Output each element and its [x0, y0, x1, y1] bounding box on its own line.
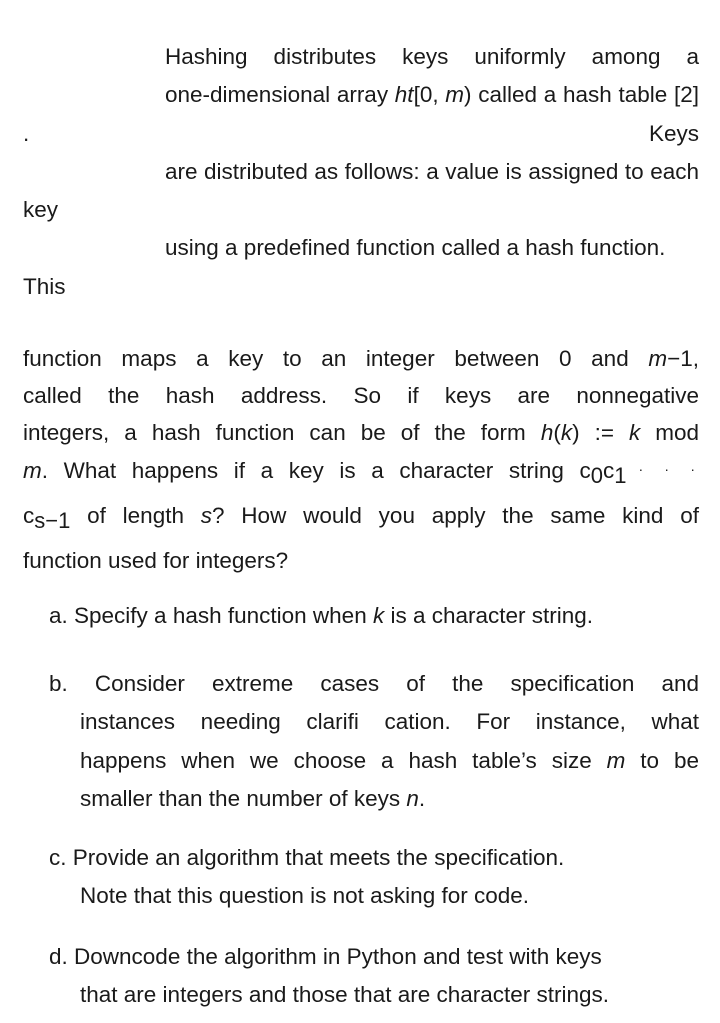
item-b-line-3: happens when we choose a hash table’s size m to be [80, 747, 699, 773]
item-d-line-1: d. Downcode the algorithm in Python and test with keys [49, 944, 602, 969]
item-b-line-2: instances needing clarifi cation. For instance, what [80, 709, 699, 735]
hash-line-1: function maps a key to an integer between 0 and m−1, [23, 346, 699, 371]
intro-paragraph [23, 38, 699, 306]
question-item-a [49, 597, 699, 635]
question-item-b [49, 665, 699, 818]
hash-line-2: called the hash address. So if keys are nonnegative [23, 383, 699, 408]
item-c-line-2: Note that this question is not asking for code. [80, 883, 530, 909]
hash-line-5: $c_{s-1}$ of length s? How would you apply the same kind of [23, 503, 699, 533]
item-a-line-1: a. Specify a hash function when k is a character string. [49, 603, 594, 628]
hash-line-6: function used for integers? [23, 548, 289, 573]
item-c-line-1: c. Provide an algorithm that meets the specification. [49, 845, 565, 870]
item-d-line-2: that are integers and those that are character strings. [80, 982, 610, 1008]
item-b-line-1: b. Consider extreme cases of the specification and [49, 671, 699, 696]
item-b-line-4: smaller than the number of keys n. [80, 785, 426, 811]
question-item-d [49, 938, 699, 1015]
intro-line-2: one-dimensional array ht[0, m) called a hash table [2] . Keys [23, 82, 699, 146]
hash-line-3: integers, a hash function can be of the form h(k) := k mod [23, 420, 700, 445]
intro-line-4: using a predefined function called a hash function. This [23, 235, 666, 299]
hash-line-4: m. What happens if a key is a character string $c_0c_1$ · · · [23, 458, 700, 488]
intro-line-3: are distributed as follows: a value is assigned to each key [23, 158, 699, 223]
intro-line-1: Hashing distributes keys uniformly among a [165, 44, 699, 69]
question-item-c [49, 839, 699, 916]
hash-function-paragraph [23, 340, 699, 579]
